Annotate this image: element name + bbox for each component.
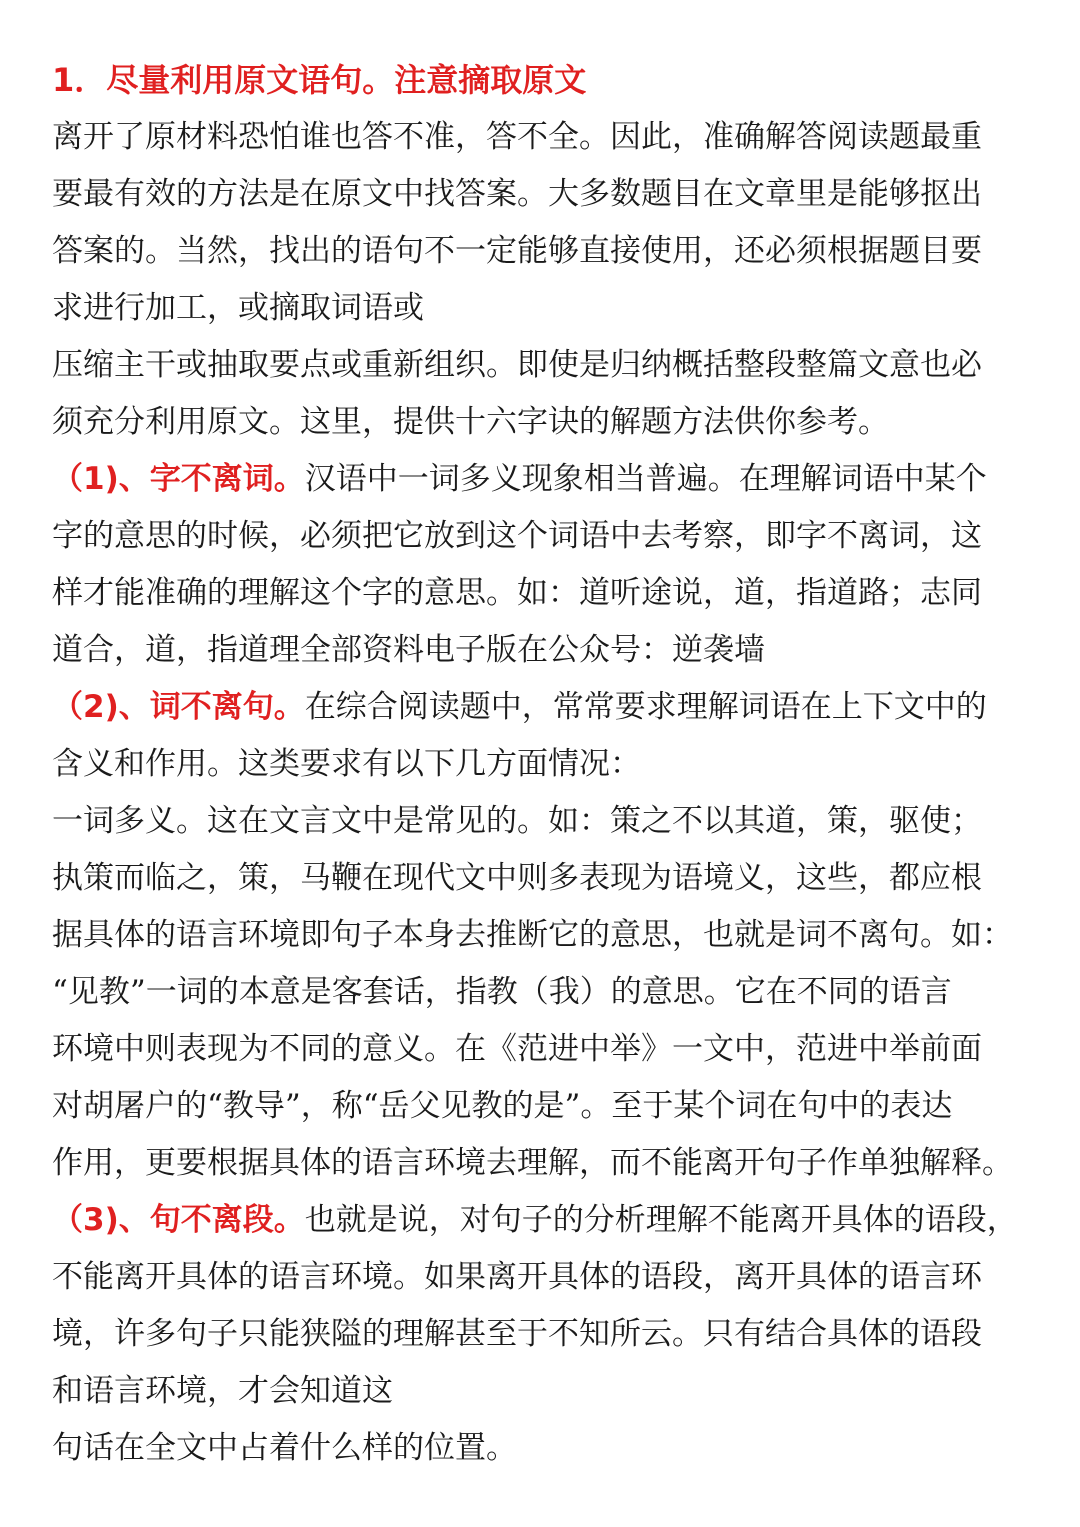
section-1-lead: （1)、字不离词。 [52, 461, 305, 497]
text-line: 一词多义。这在文言文中是常见的。如：策之不以其道，策，驱使； [52, 803, 982, 839]
section-3-first-line: 也就是说，对句子的分析理解不能离开具体的语段， [304, 1202, 1018, 1238]
document-body [52, 52, 1042, 1477]
text-line: 要最有效的方法是在原文中找答案。大多数题目在文章里是能够抠出 [52, 176, 982, 212]
text-line: 和语言环境，才会知道这 [52, 1373, 393, 1409]
intro-paragraph [52, 109, 1042, 451]
text-line: 作用，更要根据具体的语言环境去理解，而不能离开句子作单独解释。 [52, 1145, 1013, 1181]
section-2-lead: （2)、词不离句。 [52, 689, 305, 725]
section-2-paragraph [52, 679, 1042, 1192]
text-line: 执策而临之，策，马鞭在现代文中则多表现为语境义，这些，都应根 [52, 860, 982, 896]
text-line: 境，许多句子只能狭隘的理解甚至于不知所云。只有结合具体的语段 [52, 1316, 982, 1352]
text-line: 压缩主干或抽取要点或重新组织。即使是归纳概括整段整篇文意也必 [52, 347, 982, 383]
text-line: 须充分利用原文。这里，提供十六字诀的解题方法供你参考。 [52, 404, 889, 440]
section-3-paragraph [52, 1192, 1042, 1477]
text-line: 含义和作用。这类要求有以下几方面情况： [52, 746, 641, 782]
section-heading: 1．尽量利用原文语句。注意摘取原文 [52, 61, 587, 99]
text-line: 不能离开具体的语言环境。如果离开具体的语段，离开具体的语言环 [52, 1259, 982, 1295]
text-line [52, 1192, 1042, 1249]
text-line [52, 679, 1042, 736]
text-line: 答案的。当然，找出的语句不一定能够直接使用，还必须根据题目要 [52, 233, 982, 269]
text-line: 字的意思的时候，必须把它放到这个词语中去考察，即字不离词，这 [52, 518, 982, 554]
text-line: 环境中则表现为不同的意义。在《范进中举》一文中，范进中举前面 [52, 1031, 982, 1067]
text-line: 句话在全文中占着什么样的位置。 [52, 1430, 517, 1466]
section-1-first-line: 汉语中一词多义现象相当普遍。在理解词语中某个 [304, 461, 987, 497]
text-line: 对胡屠户的“教导”，称“岳父见教的是”。至于某个词在句中的表达 [52, 1088, 953, 1124]
text-line: 求进行加工，或摘取词语或 [52, 290, 424, 326]
text-line: 样才能准确的理解这个字的意思。如：道听途说，道，指道路；志同 [52, 575, 982, 611]
text-line: 离开了原材料恐怕谁也答不准，答不全。因此，准确解答阅读题最重 [52, 119, 982, 155]
text-line [52, 451, 1042, 508]
text-line: 据具体的语言环境即句子本身去推断它的意思，也就是词不离句。如： [52, 917, 1013, 953]
text-line: “见教”一词的本意是客套话，指教（我）的意思。它在不同的语言 [52, 974, 952, 1010]
section-2-first-line: 在综合阅读题中，常常要求理解词语在上下文中的 [304, 689, 987, 725]
section-1-paragraph [52, 451, 1042, 679]
text-line: 道合，道，指道理全部资料电子版在公众号：逆袭墙 [52, 632, 765, 668]
section-3-lead: （3)、句不离段。 [52, 1202, 305, 1238]
